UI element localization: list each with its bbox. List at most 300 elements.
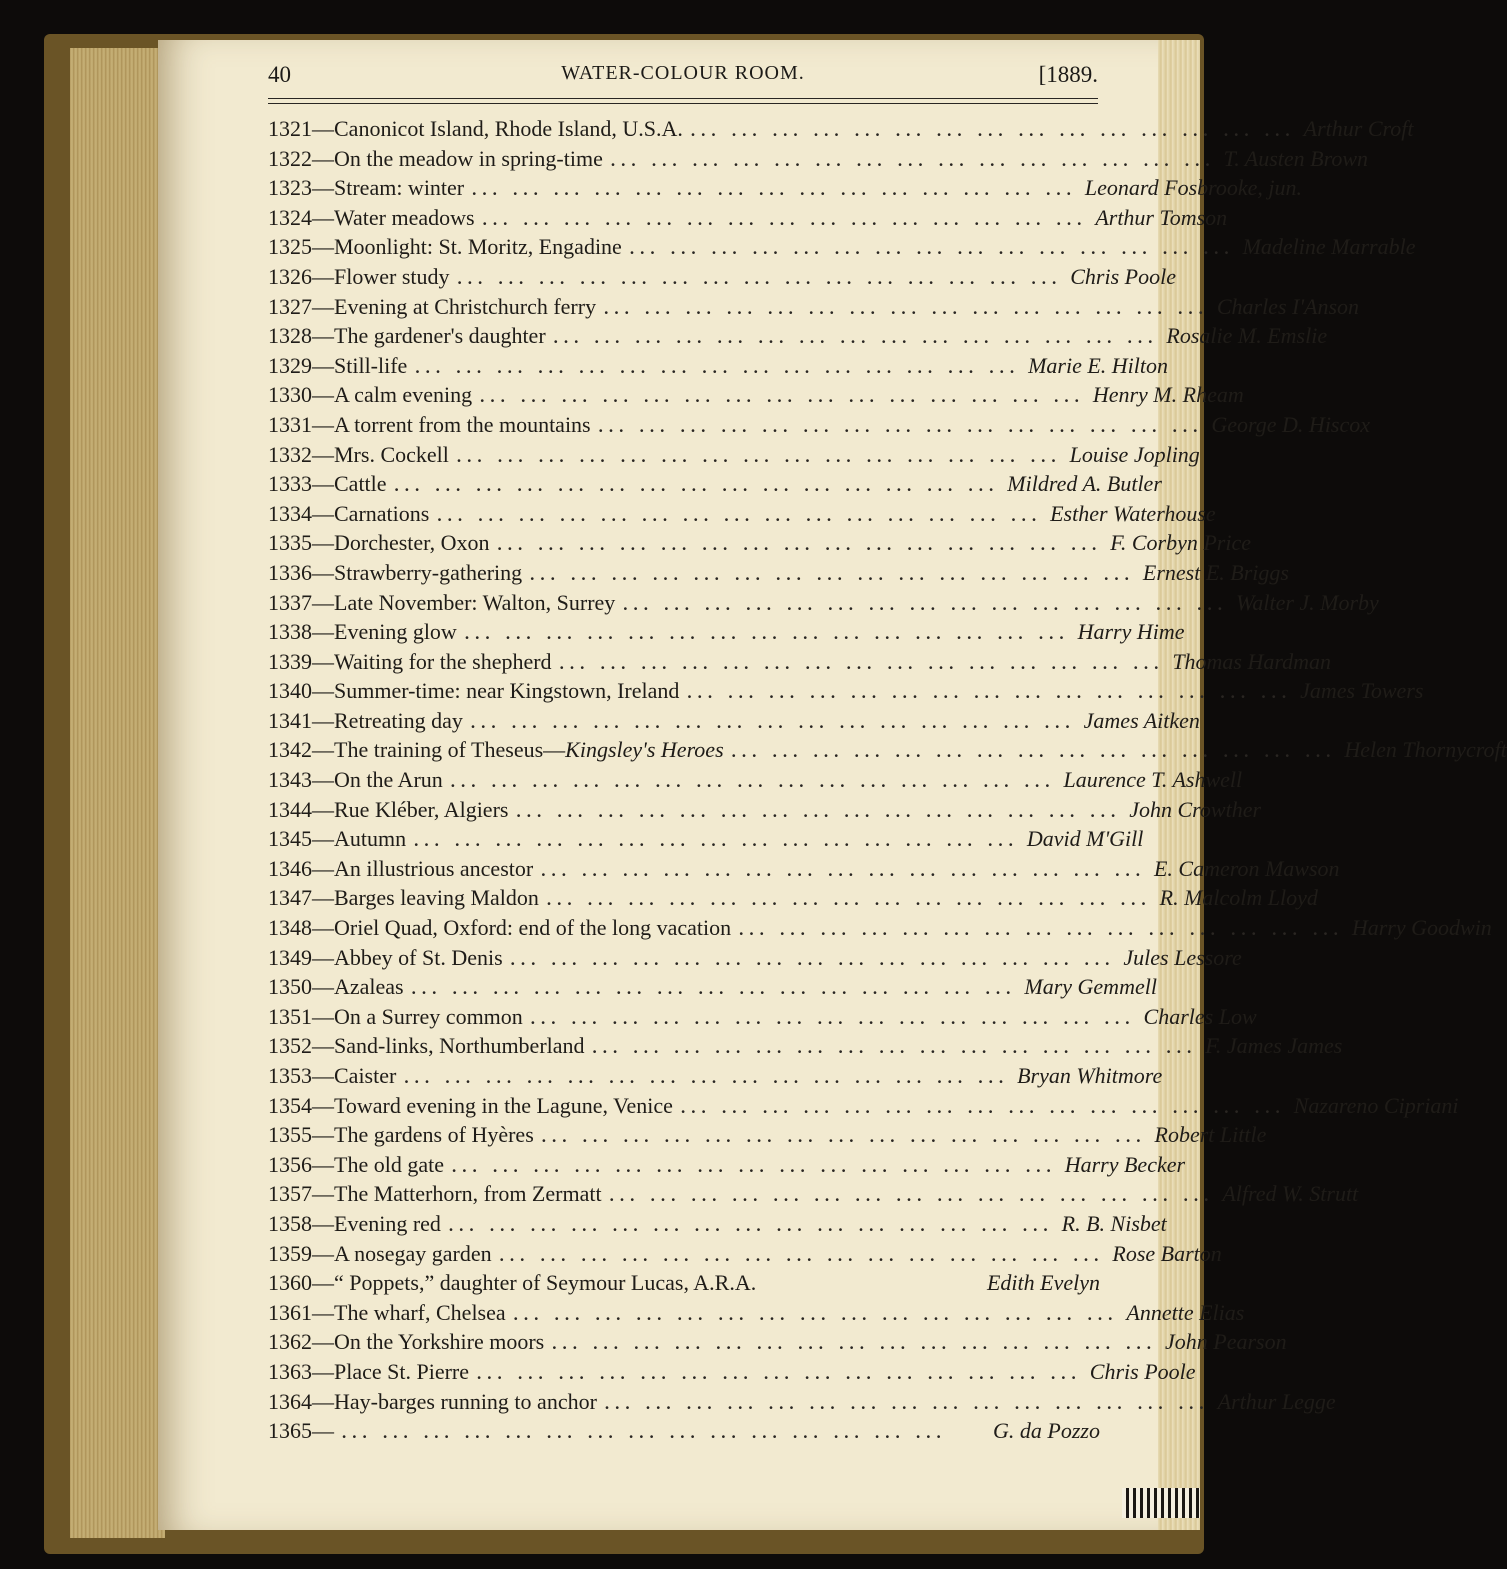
leader-dots: ... ... ... ... ... ... ... ... ... ... ... ... ... ... ...	[541, 860, 1146, 880]
leader-dots: ... ... ... ... ... ... ... ... ... ... ... ... ... ... ...	[731, 742, 1337, 762]
entry-number: 1349	[268, 944, 312, 970]
entry-dash: —	[312, 559, 334, 585]
entry-title	[334, 203, 475, 233]
entry-number: 1354	[268, 1092, 312, 1118]
catalogue-entry	[268, 913, 1492, 943]
entry-dash: —	[312, 1063, 334, 1088]
leader-dots: ... ... ... ... ... ... ... ... ... ... ... ... ... ... ...	[629, 239, 1235, 259]
entry-dash: —	[312, 1033, 334, 1059]
entry-number: 1355	[268, 1122, 312, 1148]
entry-title	[334, 499, 429, 529]
page-edges	[70, 48, 165, 1538]
catalogue-entry	[268, 588, 1379, 618]
entry-number: 1362	[268, 1329, 312, 1355]
entry-artist: Esther Waterhouse	[1050, 500, 1216, 526]
entry-artist: F. Corbyn Price	[1110, 530, 1252, 556]
leader-dots: ... ... ... ... ... ... ... ... ... ... ... ... ... ... ...	[404, 1068, 1010, 1087]
entry-title-text: Strawberry-gathering	[334, 559, 523, 585]
entry-title-text: On the Arun	[334, 767, 443, 793]
entry-title	[334, 440, 449, 470]
entry-number: 1332	[268, 441, 312, 467]
entry-title-text: Azaleas	[334, 974, 404, 1000]
catalogue-entry	[268, 1179, 1359, 1209]
entry-title	[334, 292, 596, 322]
leader-dots: ... ... ... ... ... ... ... ... ... ... ... ... ... ... ...	[472, 180, 1077, 200]
catalogue-entry	[268, 765, 1243, 795]
entry-number: 1337	[268, 589, 312, 615]
entry-number: 1357	[268, 1181, 312, 1207]
entry-artist: Laurence T. Ashwell	[1063, 767, 1243, 793]
entry-number: 1364	[268, 1388, 312, 1414]
leader-dots: ... ... ... ... ... ... ... ... ... ... ... ... ... ... ...	[530, 564, 1135, 584]
entry-artist: Bryan Whitmore	[1017, 1063, 1163, 1088]
year-label: [1889.	[1038, 62, 1098, 87]
entry-artist: Marie E. Hilton	[1028, 352, 1169, 378]
entry-number: 1346	[268, 855, 312, 881]
page-header	[268, 62, 1098, 96]
catalogue-entry	[268, 321, 1328, 351]
entry-dash: —	[312, 1151, 334, 1177]
entry-number: 1321	[268, 116, 312, 141]
entry-title	[334, 1150, 444, 1180]
entry-title-text: Summer-time: near Kingstown, Ireland	[334, 678, 680, 704]
entry-artist: Helen Thornycroft	[1344, 737, 1507, 763]
entry-title	[334, 528, 490, 558]
leader-dots: ... ... ... ... ... ... ... ... ... ... ... ... ... ... ...	[451, 1156, 1057, 1176]
leader-dots: ... ... ... ... ... ... ... ... ... ... ... ... ... ... ...	[482, 209, 1088, 229]
entry-artist: Charles I'Anson	[1216, 293, 1360, 319]
entry-artist: R. Malcolm Lloyd	[1159, 885, 1318, 911]
entry-title-text: Place St. Pierre	[334, 1358, 470, 1384]
catalogue-entry	[268, 972, 1157, 1002]
entry-title-text: Evening red	[334, 1210, 441, 1236]
entry-number: 1351	[268, 1003, 312, 1029]
entry-dash: —	[312, 116, 334, 141]
entry-number: 1328	[268, 323, 312, 349]
catalogue-entry	[268, 469, 1162, 499]
entry-artist: Harry Becker	[1064, 1151, 1186, 1177]
entry-number: 1363	[268, 1358, 312, 1384]
entry-title	[334, 321, 546, 351]
entry-title-text: Cattle	[334, 471, 387, 497]
entry-dash: —	[312, 1329, 334, 1355]
entry-dash: —	[312, 1003, 334, 1029]
entry-artist: Mary Gemmell	[1024, 974, 1157, 1000]
entry-number: 1339	[268, 648, 312, 674]
entry-title	[334, 1327, 544, 1357]
entry-title	[334, 1387, 597, 1417]
entry-title-text: Waiting for the shepherd	[334, 648, 552, 674]
leader-dots: ... ... ... ... ... ... ... ... ... ... ... ... ... ... ...	[592, 1038, 1198, 1058]
entry-artist: Nazareno Cipriani	[1293, 1092, 1459, 1118]
entry-dash: —	[312, 204, 334, 230]
leader-dots: ... ... ... ... ... ... ... ... ... ... ... ... ... ... ...	[414, 831, 1019, 851]
entry-title	[334, 114, 683, 144]
entry-title	[334, 1268, 756, 1298]
entry-number: 1360	[268, 1270, 312, 1296]
entry-number: 1356	[268, 1151, 312, 1177]
catalogue-entry	[268, 735, 1507, 765]
entry-dash: —	[312, 678, 334, 704]
entry-title-text: Moonlight: St. Moritz, Engadine	[334, 234, 622, 260]
entry-title	[334, 1357, 469, 1387]
entry-title-text: The gardener's daughter	[334, 323, 546, 349]
entry-artist: Chris Poole	[1089, 1358, 1196, 1384]
entry-artist: Rosalie M. Emslie	[1166, 323, 1328, 349]
entry-dash: —	[312, 855, 334, 881]
leader-dots: ... ... ... ... ... ... ... ... ... ... ... ... ... ... ...	[690, 121, 1296, 140]
entry-number: 1341	[268, 707, 312, 733]
entry-title	[334, 173, 464, 203]
catalogue-list	[268, 114, 1507, 1446]
leader-dots: ... ... ... ... ... ... ... ... ... ... ... ... ... ... ...	[497, 535, 1103, 555]
entry-dash: —	[312, 944, 334, 970]
catalogue-entry	[268, 1091, 1459, 1121]
entry-number: 1348	[268, 915, 312, 941]
entry-artist: Leonard Fosbrooke, jun.	[1084, 175, 1303, 201]
entry-dash: —	[312, 796, 334, 822]
entry-artist: Edith Evelyn	[986, 1270, 1100, 1296]
entry-title-text: Dorchester, Oxon	[334, 530, 490, 556]
entry-dash: —	[312, 1299, 334, 1325]
entry-title	[334, 765, 443, 795]
leader-dots: ... ... ... ... ... ... ... ... ... ... ... ... ... ... ...	[411, 979, 1017, 999]
entry-title	[334, 351, 407, 381]
entry-title	[334, 588, 615, 618]
entry-title	[334, 735, 724, 765]
leader-dots: ... ... ... ... ... ... ... ... ... ... ... ... ... ... ...	[530, 1008, 1136, 1028]
entry-title	[334, 1179, 602, 1209]
entry-title-text: Barges leaving Maldon	[334, 885, 539, 911]
entry-number: 1331	[268, 411, 312, 437]
entry-number: 1338	[268, 619, 312, 645]
entry-title-text: A torrent from the mountains	[334, 411, 591, 437]
entry-number: 1345	[268, 826, 312, 852]
entry-dash: —	[312, 1418, 334, 1444]
leader-dots: ... ... ... ... ... ... ... ... ... ... ... ... ... ... ...	[541, 1127, 1147, 1147]
entry-number: 1358	[268, 1210, 312, 1236]
entry-artist: Robert Little	[1154, 1122, 1267, 1148]
catalogue-entry	[268, 1387, 1336, 1417]
entry-title	[334, 1239, 492, 1269]
entry-artist: Jules Lessore	[1123, 944, 1242, 970]
leader-dots: ... ... ... ... ... ... ... ... ... ... ... ... ... ... ...	[464, 624, 1070, 644]
entry-artist: James Aitken	[1083, 707, 1200, 733]
leader-dots: ... ... ... ... ... ... ... ... ... ... ... ... ... ... ...	[394, 476, 1000, 496]
entry-title	[334, 1002, 523, 1032]
entry-artist: Mildred A. Butler	[1007, 471, 1162, 497]
entry-number: 1347	[268, 885, 312, 911]
leader-dots: ... ... ... ... ... ... ... ... ... ... ... ... ... ... ...	[552, 1334, 1157, 1354]
catalogue-entry	[268, 232, 1416, 262]
catalogue-entry	[268, 1416, 1100, 1446]
leader-dots: ... ... ... ... ... ... ... ... ... ... ... ... ... ... ...	[415, 357, 1021, 377]
catalogue-entry	[268, 676, 1424, 706]
entry-artist: Arthur Legge	[1217, 1388, 1336, 1414]
entry-artist: Chris Poole	[1070, 263, 1176, 289]
entry-dash: —	[312, 1210, 334, 1236]
entry-title	[334, 943, 503, 973]
entry-artist: Louise Jopling	[1069, 441, 1200, 467]
entry-title-text: Autumn	[334, 826, 407, 852]
entry-title	[334, 1120, 534, 1150]
entry-dash: —	[312, 471, 334, 497]
entry-number: 1361	[268, 1299, 312, 1325]
entry-number: 1330	[268, 382, 312, 408]
entry-number: 1327	[268, 293, 312, 319]
entry-artist: John Crowther	[1129, 796, 1262, 822]
entry-title-text: Caister	[334, 1063, 397, 1088]
entry-artist: David M'Gill	[1026, 826, 1144, 852]
entry-dash: —	[312, 175, 334, 201]
entry-title-text: An illustrious ancestor	[334, 855, 534, 881]
leader-dots: ... ... ... ... ... ... ... ... ... ... ... ... ... ... ...	[598, 416, 1204, 436]
entry-title	[334, 913, 731, 943]
entry-dash: —	[312, 1092, 334, 1118]
entry-number: 1329	[268, 352, 312, 378]
entry-artist: Harry Hime	[1077, 619, 1185, 645]
entry-title-text: The old gate	[334, 1151, 444, 1177]
entry-title	[334, 558, 522, 588]
entry-artist: F. James James	[1205, 1033, 1343, 1059]
entry-title-text: Carnations	[334, 500, 430, 526]
entry-title-text: The wharf, Chelsea	[334, 1299, 506, 1325]
entry-title-text: “ Poppets,” daughter of Seymour Lucas, A.R.A.	[334, 1270, 757, 1296]
leader-dots: ... ... ... ... ... ... ... ... ... ... ... ... ... ... ...	[553, 328, 1159, 348]
entry-artist: R. B. Nisbet	[1061, 1210, 1167, 1236]
entry-dash: —	[312, 648, 334, 674]
entry-title-text: Still-life	[334, 352, 408, 378]
entry-dash: —	[312, 323, 334, 349]
entry-dash: —	[312, 1122, 334, 1148]
running-head: WATER-COLOUR ROOM.	[561, 62, 805, 84]
entry-number: 1322	[268, 145, 312, 171]
entry-title-text: Oriel Quad, Oxford: end of the long vacation	[334, 915, 732, 941]
entry-dash: —	[312, 441, 334, 467]
page-number: 40	[268, 62, 291, 87]
catalogue-entry	[268, 114, 1414, 144]
entry-artist: Madeline Marrable	[1242, 234, 1416, 260]
entry-number: 1342	[268, 737, 312, 763]
entry-number: 1350	[268, 974, 312, 1000]
entry-artist: Rose Barton	[1112, 1240, 1222, 1266]
catalogue-entry	[268, 1061, 1163, 1091]
entry-dash: —	[312, 1388, 334, 1414]
entry-artist: Arthur Croft	[1303, 116, 1414, 141]
leader-dots: ... ... ... ... ... ... ... ... ... ... ... ... ... ... ...	[456, 446, 1062, 466]
entry-artist: George D. Hiscox	[1211, 411, 1371, 437]
leader-dots: ... ... ... ... ... ... ... ... ... ... ... ... ... ... ...	[680, 1097, 1286, 1117]
entry-title	[334, 410, 591, 440]
catalogue-entry	[268, 1031, 1343, 1061]
entry-title-text: Rue Kléber, Algiers	[334, 796, 509, 822]
leader-dots: ... ... ... ... ... ... ... ... ... ... ... ... ... ... ...	[546, 890, 1152, 910]
entry-title	[334, 972, 404, 1002]
leader-dots: ... ... ... ... ... ... ... ... ... ... ... ... ... ... ...	[604, 1393, 1210, 1413]
entry-number: 1352	[268, 1033, 312, 1059]
leader-dots: ... ... ... ... ... ... ... ... ... ... ... ... ... ... ...	[499, 1245, 1105, 1265]
leader-dots: ... ... ... ... ... ... ... ... ... ... ... ... ... ... ...	[450, 772, 1056, 792]
entry-dash: —	[312, 885, 334, 911]
leader-dots: ... ... ... ... ... ... ... ... ... ... ... ... ... ... ...	[470, 712, 1076, 732]
leader-dots: ... ... ... ... ... ... ... ... ... ... ... ... ... ... ...	[559, 653, 1165, 673]
leader-dots: ... ... ... ... ... ... ... ... ... ... ... ... ... ... ...	[480, 387, 1085, 407]
entry-artist: T. Austen Brown	[1223, 145, 1369, 171]
entry-number: 1325	[268, 234, 312, 260]
entry-title-text: Stream: winter	[334, 175, 465, 201]
entry-title	[334, 1031, 585, 1061]
catalogue-entry	[268, 292, 1360, 322]
entry-dash: —	[312, 234, 334, 260]
entry-title-text: Evening glow	[334, 619, 457, 645]
entry-artist: Harry Goodwin	[1351, 915, 1492, 941]
entry-dash: —	[312, 352, 334, 378]
entry-title	[334, 232, 622, 262]
entry-dash: —	[312, 1358, 334, 1384]
entry-title-text: Abbey of St. Denis	[334, 944, 503, 970]
catalogue-entry	[268, 1120, 1267, 1150]
entry-title-text: Hay-barges running to anchor	[334, 1388, 597, 1414]
entry-title-text: Mrs. Cockell	[334, 441, 449, 467]
entry-dash: —	[312, 826, 334, 852]
header-rule-bottom	[268, 103, 1098, 104]
entry-artist: John Pearson	[1164, 1329, 1287, 1355]
entry-title	[334, 144, 603, 174]
entry-title-text: A calm evening	[334, 382, 473, 408]
entry-title	[334, 824, 406, 854]
catalogue-entry	[268, 440, 1200, 470]
entry-artist: Walter J. Morby	[1236, 589, 1379, 615]
catalogue-entry	[268, 144, 1369, 174]
catalogue-entry	[268, 410, 1371, 440]
entry-number: 1333	[268, 471, 312, 497]
entry-artist: James Towers	[1300, 678, 1424, 704]
entry-dash: —	[312, 382, 334, 408]
catalogue-entry	[268, 795, 1262, 825]
entry-dash: —	[312, 707, 334, 733]
entry-title	[334, 676, 679, 706]
entry-title	[334, 469, 387, 499]
entry-title-text: On the Yorkshire moors	[334, 1329, 545, 1355]
entry-number: 1344	[268, 796, 312, 822]
entry-dash: —	[312, 619, 334, 645]
entry-title-text: On the meadow in spring-time	[334, 145, 603, 171]
entry-dash: —	[312, 1240, 334, 1266]
leader-dots: ... ... ... ... ... ... ... ... ... ... ... ... ... ... ...	[516, 801, 1122, 821]
leader-dots: ... ... ... ... ... ... ... ... ... ... ... ... ... ... ...	[609, 1186, 1215, 1206]
entry-artist: Henry M. Rheam	[1092, 382, 1244, 408]
leader-dots: ... ... ... ... ... ... ... ... ... ... ... ... ... ... ...	[623, 594, 1229, 614]
entry-number: 1336	[268, 559, 312, 585]
entry-dash: —	[312, 500, 334, 526]
leader-dots: ... ... ... ... ... ... ... ... ... ... ... ... ... ... ...	[457, 268, 1063, 288]
catalogue-entry	[268, 824, 1144, 854]
entry-title-text: Retreating day	[334, 707, 463, 733]
catalogue-entry	[268, 943, 1242, 973]
catalogue-entry	[268, 706, 1200, 736]
leader-dots: ... ... ... ... ... ... ... ... ... ... ... ... ... ... ...	[604, 298, 1209, 318]
entry-title	[334, 380, 472, 410]
entry-artist: Annette Elias	[1126, 1299, 1245, 1325]
leader-dots: ... ... ... ... ... ... ... ... ... ... ... ... ... ... ...	[437, 505, 1043, 525]
entry-title	[334, 795, 508, 825]
leader-dots: ... ... ... ... ... ... ... ... ... ... ... ... ... ... ...	[739, 920, 1344, 940]
entry-number: 1335	[268, 530, 312, 556]
catalogue-entry	[268, 883, 1318, 913]
catalogue-entry	[268, 854, 1340, 884]
entry-title	[334, 1091, 673, 1121]
entry-artist: G. da Pozzo	[993, 1418, 1100, 1444]
catalogue-entry	[268, 1298, 1245, 1328]
entry-title-text: On a Surrey common	[334, 1003, 523, 1029]
catalogue-entry	[268, 499, 1216, 529]
entry-title-text: The gardens of Hyères	[334, 1122, 534, 1148]
entry-title	[334, 647, 552, 677]
bookmark-ribbon	[1122, 1488, 1200, 1518]
leader-dots: ... ... ... ... ... ... ... ... ... ... ... ... ... ... ...	[513, 1304, 1119, 1324]
entry-title	[334, 883, 539, 913]
entry-title-text: Late November: Walton, Surrey	[334, 589, 616, 615]
entry-artist: Arthur Tomson	[1095, 204, 1228, 230]
leader-dots: ... ... ... ... ... ... ... ... ... ... ... ... ... ... ...	[610, 150, 1216, 170]
entry-title	[334, 262, 450, 292]
entry-dash: —	[312, 263, 334, 289]
entry-title	[334, 617, 457, 647]
leader-dots: ... ... ... ... ... ... ... ... ... ... ... ... ... ... ...	[510, 949, 1116, 969]
catalogue-entry	[268, 617, 1185, 647]
catalogue-entry	[268, 1268, 1100, 1298]
header-rule-top	[268, 98, 1098, 99]
entry-dash: —	[312, 411, 334, 437]
entry-title-text: A nosegay garden	[334, 1240, 492, 1266]
entry-number: 1340	[268, 678, 312, 704]
entry-title	[334, 706, 463, 736]
catalogue-entry	[268, 351, 1169, 381]
catalogue-entry	[268, 528, 1252, 558]
entry-title-text: Evening at Christchurch ferry	[334, 293, 597, 319]
entry-title-text: The Matterhorn, from Zermatt	[334, 1181, 602, 1207]
leader-dots: ... ... ... ... ... ... ... ... ... ... ... ... ... ... ...	[342, 1423, 947, 1443]
entry-title-text: Flower study	[334, 263, 450, 289]
leader-dots: ... ... ... ... ... ... ... ... ... ... ... ... ... ... ...	[448, 1215, 1054, 1235]
entry-dash: —	[312, 530, 334, 556]
catalogue-entry	[268, 380, 1244, 410]
entry-title	[334, 1061, 396, 1091]
entry-title-italic: Kingsley's Heroes	[565, 737, 724, 763]
catalogue-entry	[268, 1209, 1167, 1239]
leader-dots: ... ... ... ... ... ... ... ... ... ... ... ... ... ... ...	[687, 683, 1293, 703]
entry-title	[334, 1209, 441, 1239]
catalogue-entry	[268, 1150, 1186, 1180]
catalogue-entry	[268, 1327, 1287, 1357]
catalogue-entry	[268, 647, 1332, 677]
entry-dash: —	[312, 145, 334, 171]
catalogue-entry	[268, 558, 1289, 588]
catalogue-entry	[268, 1239, 1222, 1269]
entry-artist: Alfred W. Strutt	[1222, 1181, 1359, 1207]
entry-artist: Charles Low	[1143, 1003, 1257, 1029]
entry-dash: —	[312, 737, 334, 763]
entry-title-text: Water meadows	[334, 204, 475, 230]
entry-number: 1334	[268, 500, 312, 526]
entry-number: 1324	[268, 204, 312, 230]
entry-number: 1326	[268, 263, 312, 289]
entry-dash: —	[312, 974, 334, 1000]
entry-artist: E. Cameron Mawson	[1153, 855, 1340, 881]
entry-title-text: The training of Theseus—	[334, 737, 566, 763]
entry-dash: —	[312, 589, 334, 615]
entry-title	[334, 854, 533, 884]
